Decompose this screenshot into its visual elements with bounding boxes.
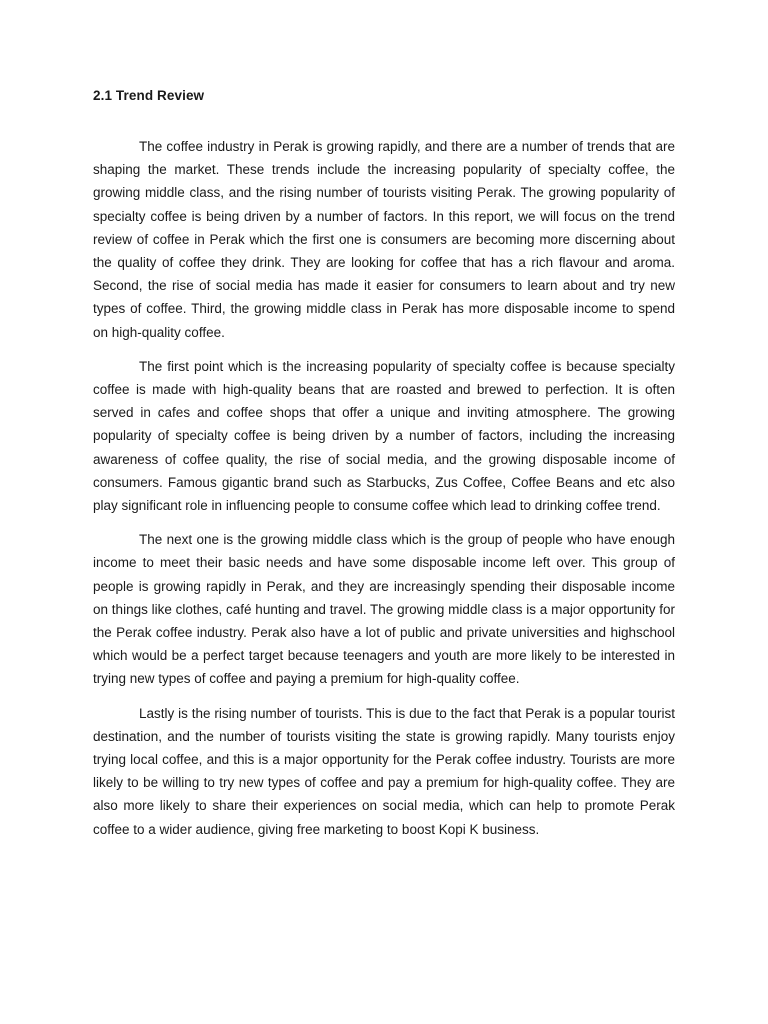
section-heading: 2.1 Trend Review	[93, 88, 205, 103]
paragraph-tourists: Lastly is the rising number of tourists. This is due to the fact that Perak is a popular tourist destination, and the number of tourists visiting the state is growing rapidly. Many tourists enjoy trying local coffee, and this is a major opportunity for the Perak coffee industry. Tourists are more likely to be willing to try new types of coffee and pay a premium for high-quality coffee. They are also more likely to share their experiences on social media, which can help to promote Perak coffee to a wider audience, giving free marketing to boost Kopi K business.	[93, 705, 675, 837]
paragraph-intro: The coffee industry in Perak is growing rapidly, and there are a number of trends that are shaping the market. These trends include the increasing popularity of specialty coffee, the growing middle class, and the rising number of tourists visiting Perak. The growing popularity of specialty coffee is being driven by a number of factors. In this report, we will focus on the trend review of coffee in Perak which the first one is consumers are becoming more discerning about the quality of coffee they drink. They are looking for coffee that has a rich flavour and aroma. Second, the rise of social media has made it easier for consumers to learn about and try new types of coffee. Third, the growing middle class in Perak has more disposable income to spend on high-quality coffee.	[93, 139, 675, 340]
document-body	[93, 86, 675, 852]
paragraph-middle-class: The next one is the growing middle class which is the group of people who have enough income to meet their basic needs and have some disposable income left over. This group of people is growing rapidly in Perak, and they are increasingly spending their disposable income on things like clothes, café hunting and travel. The growing middle class is a major opportunity for the Perak coffee industry. Perak also have a lot of public and private universities and highschool which would be a perfect target because teenagers and youth are more likely to be interested in trying new types of coffee and paying a premium for high-quality coffee.	[93, 532, 675, 687]
paragraph-specialty-coffee: The first point which is the increasing popularity of specialty coffee is because specialty coffee is made with high-quality beans that are roasted and brewed to perfection. It is often served in cafes and coffee shops that offer a unique and inviting atmosphere. The growing popularity of specialty coffee is being driven by a number of factors, including the increasing awareness of coffee quality, the rise of social media, and the growing disposable income of consumers. Famous gigantic brand such as Starbucks, Zus Coffee, Coffee Beans and etc also play significant role in influencing people to consume coffee which lead to drinking coffee trend.	[93, 358, 675, 514]
